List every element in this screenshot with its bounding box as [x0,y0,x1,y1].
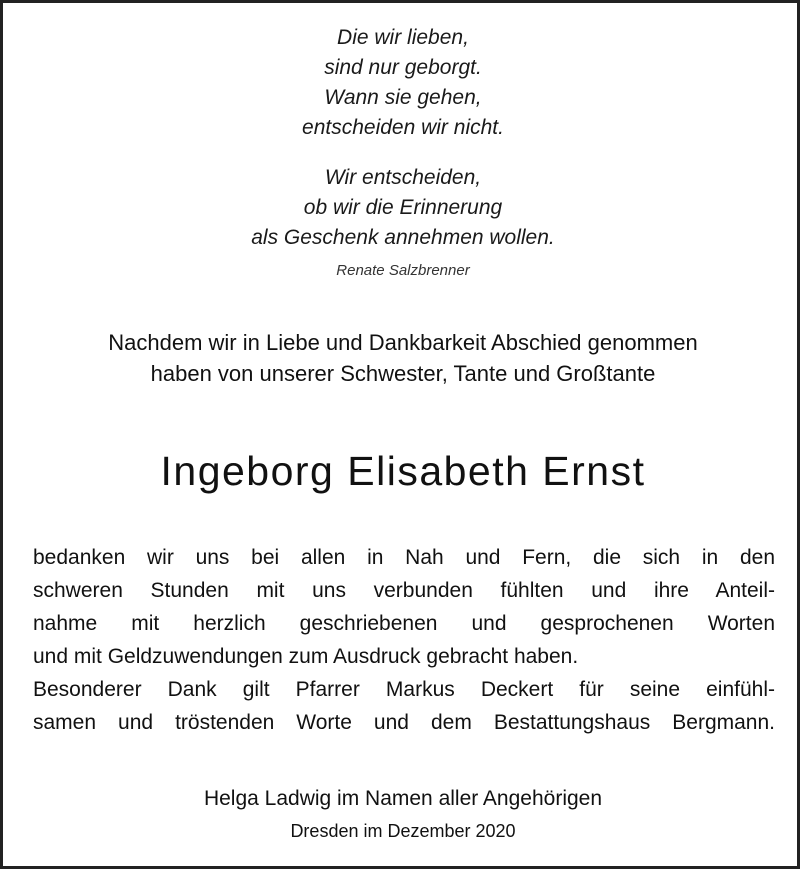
intro-line: haben von unserer Schwester, Tante und Großtante [150,361,656,386]
body-line: Besonderer Dank gilt Pfarrer Markus Deckert für seine einfühl- [33,678,775,701]
signature: Helga Ladwig im Namen aller Angehörigen [203,787,603,810]
poem-line: sind nur geborgt. [324,56,482,79]
intro-line: Nachdem wir in Liebe und Dankbarkeit Abschied genommen [108,330,698,355]
intro-text [3,327,800,389]
body-line: schweren Stunden mit uns verbunden fühlten und ihre Anteil- [33,579,775,602]
poem-line: Wann sie gehen, [324,86,482,109]
poem-line: Wir entscheiden, [324,166,482,189]
poem-line: entscheiden wir nicht. [302,116,504,139]
poem-line: Die wir lieben, [337,26,469,49]
body-line: und mit Geldzuwendungen zum Ausdruck gebracht haben. [33,645,579,668]
thanks-text [33,541,775,739]
poem-stanza-2 [3,163,800,253]
poem-line: ob wir die Erinnerung [303,196,503,219]
body-line: bedanken wir uns bei allen in Nah und Fern, die sich in den [33,546,775,569]
body-line: samen und tröstenden Worte und dem Bestattungshaus Bergmann. [33,711,775,734]
place-date: Dresden im Dezember 2020 [290,821,516,841]
deceased-name: Ingeborg Elisabeth Ernst [160,448,646,494]
body-line: nahme mit herzlich geschriebenen und gesprochenen Worten [33,612,775,635]
poem-line: als Geschenk annehmen wollen. [251,226,555,249]
poem-author: Renate Salzbrenner [336,262,470,279]
poem-stanza-1 [3,23,800,143]
